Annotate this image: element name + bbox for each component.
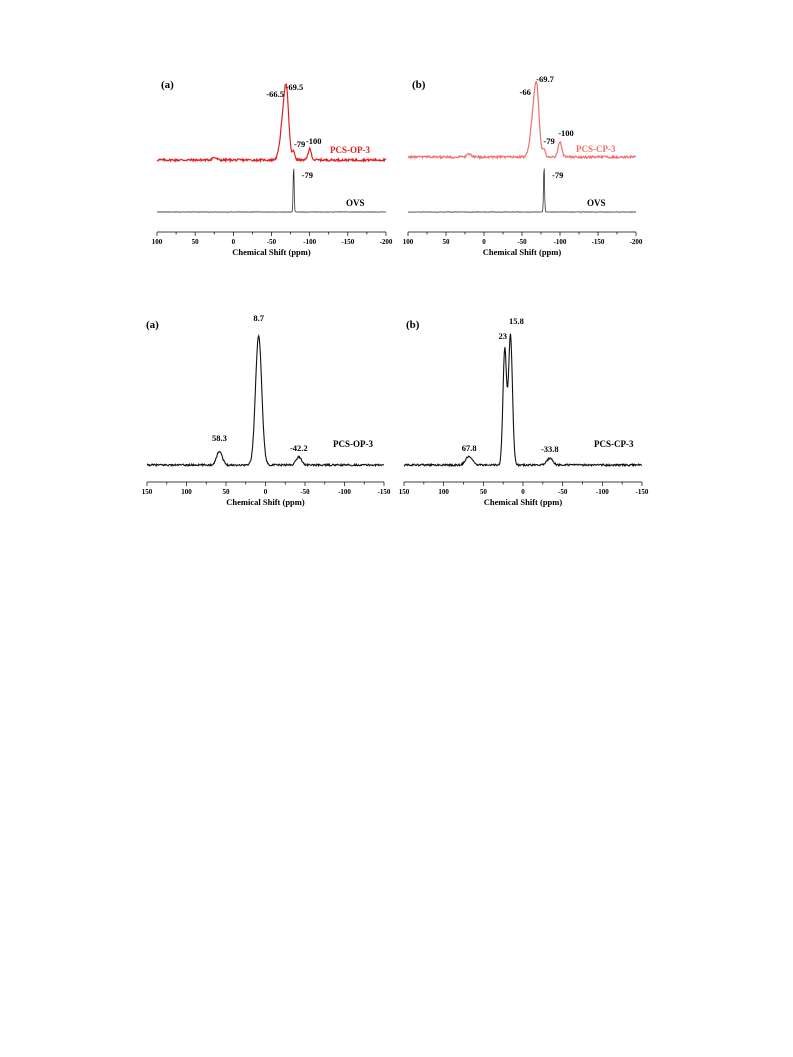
panel-label: (b) <box>412 79 426 91</box>
peak-label: 8.7 <box>253 313 264 323</box>
series-label: PCS-OP-3 <box>330 145 370 155</box>
chart-panel-b-si <box>403 74 643 257</box>
peak-label: -42.2 <box>289 443 308 453</box>
series-label: OVS <box>346 198 365 208</box>
x-tick-label: 0 <box>231 238 236 246</box>
x-tick-label: 50 <box>479 488 487 496</box>
x-axis-title: Chemical Shift (ppm) <box>482 247 562 257</box>
x-tick-label: -150 <box>635 488 649 496</box>
panel-label: (a) <box>161 79 174 91</box>
x-tick-label: -200 <box>379 238 393 246</box>
x-tick-label: -150 <box>377 488 391 496</box>
x-tick-label: -150 <box>591 238 605 246</box>
x-tick-label: 50 <box>222 488 230 496</box>
chart-panel-a-si <box>152 79 393 257</box>
peak-label: -66.5 <box>266 89 284 99</box>
panel-label: (a) <box>146 319 159 331</box>
peak-label: -79 <box>301 170 313 180</box>
x-tick-label: 100 <box>438 488 449 496</box>
x-tick-label: -100 <box>338 488 351 496</box>
chart-panel-b-al <box>399 316 649 507</box>
peak-label: 15.8 <box>509 316 524 326</box>
peak-label: 58.3 <box>212 433 227 443</box>
peak-label: -33.8 <box>540 444 559 454</box>
x-tick-label: 0 <box>521 488 525 496</box>
x-tick-label: -100 <box>553 238 567 246</box>
peak-label: -79 <box>543 136 555 146</box>
x-tick-label: 50 <box>442 238 450 246</box>
x-tick-label: -100 <box>303 238 317 246</box>
peak-label: -79 <box>293 139 306 149</box>
peak-label: -100 <box>558 128 574 138</box>
x-axis-title: Chemical Shift (ppm) <box>232 247 311 257</box>
peak-label: -69.7 <box>536 74 554 84</box>
peak-label: -79 <box>552 170 564 180</box>
peak-label: -69.5 <box>285 82 304 92</box>
x-tick-label: 100 <box>402 238 414 246</box>
series-label: PCS-OP-3 <box>333 439 373 449</box>
x-tick-label: 100 <box>181 488 192 496</box>
panel-label: (b) <box>406 319 420 331</box>
x-axis-title: Chemical Shift (ppm) <box>483 497 563 507</box>
peak-label: -100 <box>305 136 322 146</box>
x-tick-label: -50 <box>517 238 527 246</box>
x-tick-label: 0 <box>263 488 268 496</box>
x-tick-label: 0 <box>482 238 486 246</box>
x-tick-label: -50 <box>266 238 277 246</box>
x-tick-label: -100 <box>595 488 609 496</box>
series-label: OVS <box>587 198 606 208</box>
x-tick-label: 150 <box>141 488 153 496</box>
x-tick-label: -150 <box>341 238 355 246</box>
chart-panel-a-al <box>142 313 391 507</box>
x-tick-label: -200 <box>629 238 643 246</box>
x-axis-title: Chemical Shift (ppm) <box>226 497 305 507</box>
x-tick-label: 150 <box>398 488 410 496</box>
series-label: PCS-CP-3 <box>594 439 634 449</box>
peak-label: 23 <box>498 331 508 341</box>
peak-label: 67.8 <box>461 443 477 453</box>
x-tick-label: -50 <box>300 488 310 496</box>
peak-label: -66 <box>519 87 531 97</box>
x-tick-label: -50 <box>557 488 568 496</box>
series-label: PCS-CP-3 <box>576 144 616 154</box>
x-tick-label: 100 <box>151 238 163 246</box>
x-tick-label: 50 <box>191 238 199 246</box>
